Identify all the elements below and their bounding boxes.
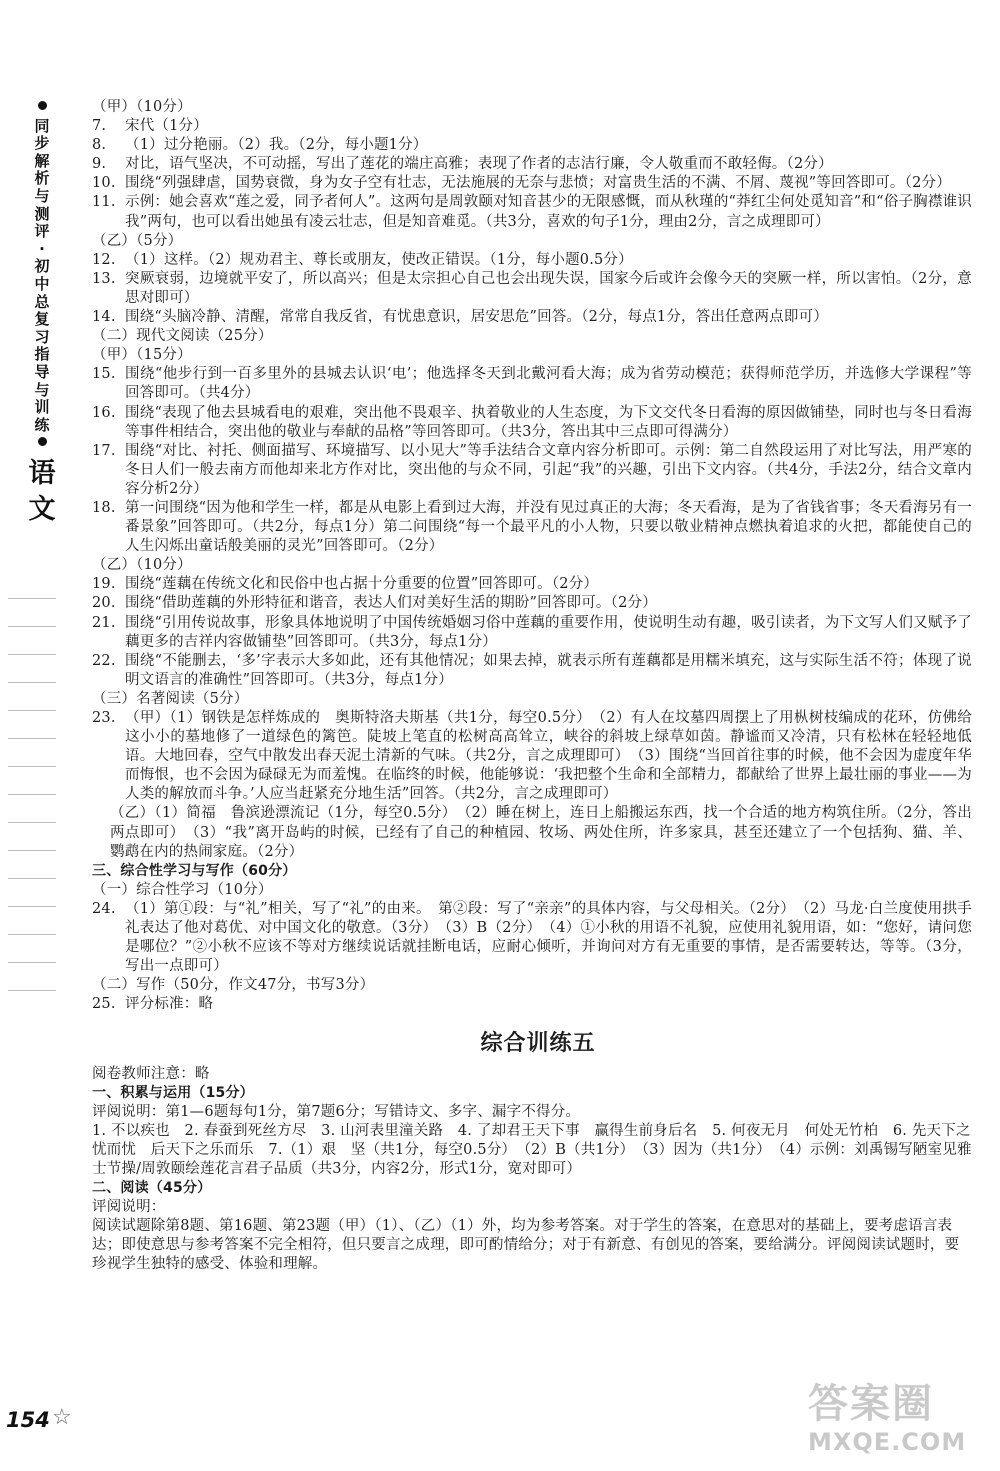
watermark-site: MXQE.COM — [808, 1428, 967, 1456]
note-line — [8, 850, 56, 851]
item-text: （1）第①段：与“礼”相关，写了“礼”的由来。 第②段：写了“亲亲”的具体内容，与父母相关。（2分） （2）马龙·白兰度使用拱手礼表达了他对葛优、对中国文化的敬意。（3分） （3）B（2分） （4）①小秋的用语不礼貌，应使用礼貌用语，如：“您好，请问您是哪位？”②小秋不应该不等对方继续说话就挂断电话，应耐心倾听，并询问对方有无重要的事情，是否需要转达，等等。（3分，写出一点即可） — [125, 900, 972, 975]
answer-item — [92, 995, 972, 1014]
answer-item — [92, 709, 972, 804]
answer-item — [92, 900, 972, 976]
text-line: 阅卷教师注意：略 — [92, 1065, 210, 1082]
item-number: 8. — [92, 137, 107, 154]
note-line — [8, 794, 56, 795]
answer-item — [92, 804, 972, 861]
item-text: 围绕“对比、衬托、侧面描写、环境描写、以小见大”等手法结合文章内容分析即可。示例：第二自然段运用了对比写法，用严寒的冬日人们一般去南方而他却来北方作对比，突出他的与众不同，引起“我”的兴趣，引出下文内容。（共4分，手法2分，结合文章内容分析2分） — [125, 442, 972, 497]
item-number: 24. — [92, 900, 116, 917]
item-number: 11. — [92, 194, 116, 211]
answer-item — [92, 251, 972, 270]
item-number: 17. — [92, 442, 116, 459]
note-line — [8, 738, 56, 739]
item-text: 围绕“莲藕在传统文化和民俗中也占据十分重要的位置”回答即可。（2分） — [125, 576, 599, 593]
item-text: 围绕“列强肆虐，国势衰微，身为女子空有壮志，无法施展的无奈与悲愤；对富贵生活的不满、不屑、蔑视”等回答即可。（2分） — [125, 175, 951, 192]
section-heading: 一、积累与运用（15分） — [92, 1084, 254, 1101]
note-line — [8, 962, 56, 963]
item-number — [92, 804, 110, 861]
item-text: 围绕“头脑冷静、清醒，常常自我反省，有忧患意识，居安思危”回答。（2分，每点1分，答出任意两点即可） — [125, 309, 829, 326]
item-number: 13. — [92, 270, 116, 287]
note-line — [8, 822, 56, 823]
item-text: 示例：她会喜欢“莲之爱，同予者何人”。这两句是周敦颐对知音甚少的无限感慨，而从秋瑾的“莽红尘何处觅知音”和“俗子胸襟谁识我”两句，也可以看出她虽有凌云壮志，但是知音难觅。（共3分，喜欢的句子1分，理由2分，言之成理即可） — [125, 194, 972, 230]
item-text: 第一问围绕“因为他和学生一样，都是从电影上看到过大海，并没有见过真正的大海；冬天看海，是为了省钱省事；冬天看海另有一番景象”回答即可。（共2分，每点1分）第二问围绕“每一个最平凡的小人物，只要以敬业精神点燃执着追求的火把，都能使自己的人生闪烁出童话般美丽的灵光”回答即可。（2分） — [125, 499, 972, 555]
note-line — [8, 626, 56, 627]
series-text: 同步解析与测评·初中总复习指导与训练 — [34, 116, 50, 434]
bullet-icon — [38, 101, 47, 110]
item-number: 23. — [92, 710, 116, 726]
text-line: 1. 不以疾也 2. 春蚕到死丝方尽 3. 山河表里潼关路 4. 了却君王天下事 赢得生前身后名 5. 何夜无月 何处无竹柏 6. 先天下之忧而忧 后天下之乐而乐 7.（1）艰 坚（共1分，每空0.5分） （2）B（共1分） （3）因为（共1分） （4）示例：刘禹锡写陋室见雅士节操/周敦颐绘莲花言君子品质（共3分，内容2分，形式1分，宽对即可） — [92, 1122, 972, 1177]
section-heading: 二、阅读（45分） — [92, 1180, 212, 1197]
sidebar — [0, 0, 88, 1471]
item-text: （1）这样。（2）规劝君主、尊长或朋友，使改正错误。（1分，每小题0.5分） — [125, 251, 633, 268]
item-number: 19. — [92, 576, 116, 593]
item-number: 22. — [92, 652, 116, 669]
answer-item — [92, 365, 972, 403]
answer-item — [92, 155, 972, 174]
item-number: 25. — [92, 996, 116, 1013]
text-line: （二）写作（50分，作文47分，书写3分） — [92, 977, 375, 994]
note-line — [8, 990, 56, 991]
answer-item — [92, 614, 972, 652]
item-number: 10. — [92, 175, 116, 192]
answer-item — [92, 652, 972, 690]
item-number: 21. — [92, 614, 116, 631]
item-number: 15. — [92, 366, 116, 383]
item-number: 12. — [92, 251, 116, 268]
answer-item — [92, 442, 972, 499]
item-text: 宋代（1分） — [125, 118, 208, 135]
note-line — [8, 766, 56, 767]
item-text: （1）过分艳丽。（2）我。（2分，每小题1分） — [125, 137, 428, 154]
answer-item — [92, 308, 972, 327]
note-line — [8, 934, 56, 935]
answer-item — [92, 136, 972, 155]
item-text: 围绕“借助莲藕的外形特征和谐音，表达人们对美好生活的期盼”回答即可。（2分） — [125, 595, 657, 612]
answer-content — [92, 98, 972, 1275]
watermark-logo: 答案圈 — [808, 1381, 934, 1427]
note-line — [8, 906, 56, 907]
note-line — [8, 710, 56, 711]
item-number: 14. — [92, 309, 116, 326]
answer-item — [92, 575, 972, 594]
note-line — [8, 654, 56, 655]
item-number: 20. — [92, 595, 116, 612]
answer-item — [92, 117, 972, 136]
text-line: 阅读试题除第8题、第16题、第23题（甲）（1）、（乙）（1）外，均为参考答案。对于学生的答案，在意思对的基础上，要考虑语言表达；即使意思与参考答案不完全相符，但只要言之成理，即可酌情给分；对于有新意、有创见的答案，要给满分。评阅阅读试题时，要珍视学生独特的感受、体验和理解。 — [92, 1218, 960, 1273]
item-text: 围绕“他步行到一百多里外的县城去认识‘电’；他选择冬天到北戴河看大海；成为省劳动模范；获得师范学历，并选修大学课程”等回答即可。（共4分） — [125, 366, 972, 402]
item-number: 9. — [92, 156, 107, 173]
item-number: 16. — [92, 404, 116, 421]
text-line: （三）名著阅读（5分） — [92, 690, 249, 707]
item-text: （乙）（1）简福 鲁滨逊漂流记（1分，每空0.5分） （2）睡在树上，连日上船搬运东西，找一个合适的地方构筑住所。（2分，答出两点即可） （3）“我”离开岛屿的时候，已经有了自己的种植园、牧场、两处住所，许多家具，甚至还建立了一个包括狗、猫、羊、鹦鹉在内的热闹家庭。（2分） — [110, 805, 972, 860]
page-number: 154 — [6, 1408, 50, 1432]
note-line — [8, 682, 56, 683]
answer-item — [92, 174, 972, 193]
text-line: （甲）（10分） — [92, 99, 192, 115]
text-line: 评阅说明：第1—6题每句1分，第7题6分；写错诗文、多字、漏字不得分。 — [92, 1103, 581, 1120]
section-title: 综合训练五 — [480, 1030, 596, 1056]
answer-item — [92, 594, 972, 613]
text-line: 评阅说明： — [92, 1199, 166, 1216]
item-text: （甲）（1）钢铁是怎样炼成的 奥斯特洛夫斯基（共1分，每空0.5分） （2）有人在坟墓四周摆上了用枞树枝编成的花环，仿佛给这小小的墓地修了一道绿色的篱笆。陡坡上笔直的松树高高耸立，峡谷的斜坡上绿草如茵。静谧而又冷清，只有松林在轻轻地低语。大地回春，空气中散发出春天泥土清新的气味。（共2分，言之成理即可） （3）围绕“当回首往事的时候，他不会因为虚度年华而悔恨，也不会因为碌碌无为而羞愧。在临终的时候，他能够说：‘我把整个生命和全部精力，都献给了世界上最壮丽的事业——为人类的解放而斗争。’人应当赶紧充分地生活”回答。（共2分，言之成理即可） — [125, 710, 972, 803]
item-text: 围绕“表现了他去县城看电的艰难，突出他不畏艰辛、执着敬业的人生态度，为下文交代冬日看海的原因做铺垫，同时也与冬日看海等事件相结合，突出他的敬业与奉献的品格”等回答即可。（共3分，答出其中三点即可得满分） — [125, 404, 972, 440]
watermark — [808, 1380, 978, 1460]
item-text: 围绕“不能删去，‘多’字表示大多如此，还有其他情况；如果去掉，就表示所有莲藕都是用糯米填充，这与实际生活不符；体现了说明文语言的准确性”回答即可。（共3分，每点1分） — [125, 652, 972, 688]
note-line — [8, 878, 56, 879]
text-line: （乙）（10分） — [92, 557, 192, 574]
item-text: 围绕“引用传说故事，形象具体地说明了中国传统婚姻习俗中莲藕的重要作用，使说明生动有趣，吸引读者，为下文写人们又赋予了藕更多的吉祥内容做铺垫”回答即可。（共3分，每点1分） — [125, 614, 972, 650]
item-text: 突厥衰弱，边境就平安了，所以高兴；但是太宗担心自己也会出现失误，国家今后或许会像今天的突厥一样，所以害怕。（2分，意思对即可） — [125, 270, 972, 306]
text-line: （二）现代文阅读（25分） — [92, 328, 273, 345]
text-line: （一）综合性学习（10分） — [92, 881, 273, 898]
answer-item — [92, 499, 972, 556]
text-line: （乙）（5分） — [92, 232, 183, 249]
answer-item — [92, 193, 972, 231]
subject-label: 语文 — [28, 458, 56, 525]
series-title — [32, 98, 52, 454]
section-heading: 三、综合性学习与写作（60分） — [92, 862, 297, 879]
answer-item — [92, 270, 972, 308]
star-icon: ☆ — [52, 1405, 72, 1430]
text-line: （甲）（15分） — [92, 347, 192, 364]
note-line — [8, 598, 56, 599]
bullet-icon — [38, 437, 47, 446]
item-number: 18. — [92, 499, 116, 516]
answer-item — [92, 404, 972, 442]
answers-section-training-5 — [92, 1065, 972, 1275]
answers-section-previous — [92, 98, 972, 1015]
item-text: 评分标准：略 — [125, 996, 214, 1013]
item-number: 7. — [92, 118, 107, 135]
item-text: 对比，语气坚决，不可动摇，写出了莲花的端庄高雅；表现了作者的志洁行廉，令人敬重而不敢轻侮。（2分） — [125, 156, 833, 173]
